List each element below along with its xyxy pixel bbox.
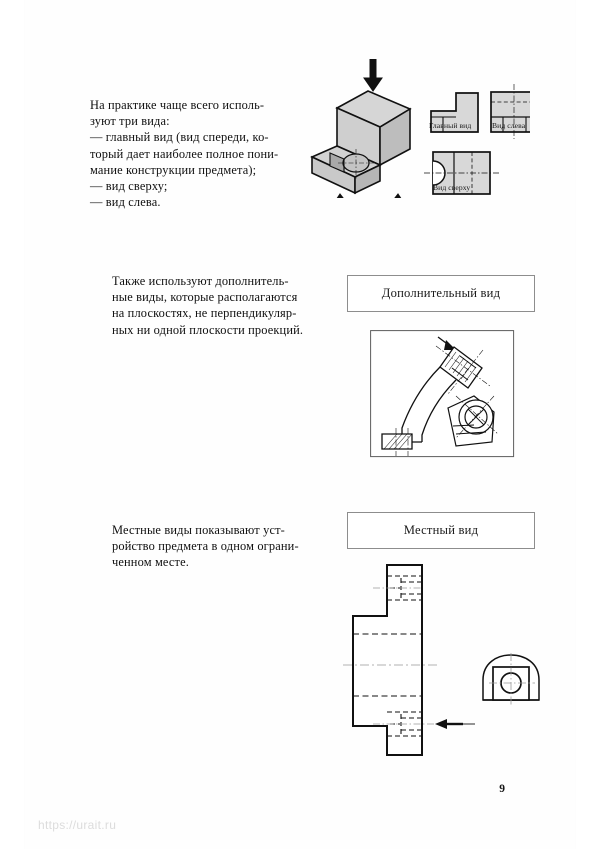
text-line: На практике чаще всего исполь- bbox=[90, 98, 265, 112]
caption-top-view: Вид сверху bbox=[433, 183, 471, 192]
text-line: ные виды, которые располагаются bbox=[112, 290, 298, 305]
document-page bbox=[25, 0, 575, 849]
label-text: Местный вид bbox=[403, 523, 479, 537]
text-line: зуют три вида: bbox=[90, 114, 170, 129]
caption-left-view: Вид слева bbox=[492, 121, 526, 130]
caption-front-view: Главный вид bbox=[429, 121, 472, 130]
local-view-b-drawing bbox=[483, 653, 539, 707]
page-number: 9 bbox=[499, 783, 505, 795]
text-line: на плоскостях, не перпендикуляр- bbox=[112, 306, 297, 321]
text-line: — вид слева. bbox=[90, 195, 161, 210]
text-line: Также используют дополнитель- bbox=[112, 274, 289, 288]
local-view-figure bbox=[343, 555, 543, 765]
text-line: — вид сверху; bbox=[90, 179, 168, 194]
text-line: Местные виды показывают уст- bbox=[112, 523, 285, 537]
label-text: Дополнительный вид bbox=[381, 286, 501, 300]
left-view-drawing bbox=[491, 84, 530, 139]
auxiliary-view-figure bbox=[370, 330, 515, 458]
text-line: мание конструкции предмета); bbox=[90, 162, 257, 177]
paragraph-three-views bbox=[90, 97, 302, 210]
view-direction-arrow-b bbox=[435, 719, 475, 729]
text-line: ченном месте. bbox=[112, 555, 190, 570]
text-line: ройство предмета в одном ограни- bbox=[112, 539, 299, 554]
paragraph-local-view bbox=[112, 522, 334, 571]
watermark-url: https://urait.ru bbox=[38, 818, 117, 832]
text-line: — главный вид (вид спереди, ко- bbox=[90, 130, 269, 145]
isometric-block-icon bbox=[312, 91, 410, 193]
label-box-local-view bbox=[347, 512, 535, 549]
projection-arrow-top bbox=[364, 59, 382, 91]
projection-arrow-bottom-right bbox=[391, 194, 418, 198]
paragraph-auxiliary-view bbox=[112, 273, 334, 338]
label-box-auxiliary-view bbox=[347, 275, 535, 312]
projection-arrow-bottom-left bbox=[320, 194, 347, 198]
text-line: торый дает наиболее полное пони- bbox=[90, 146, 279, 161]
text-line: ных ни одной плоскости проекций. bbox=[112, 322, 304, 337]
